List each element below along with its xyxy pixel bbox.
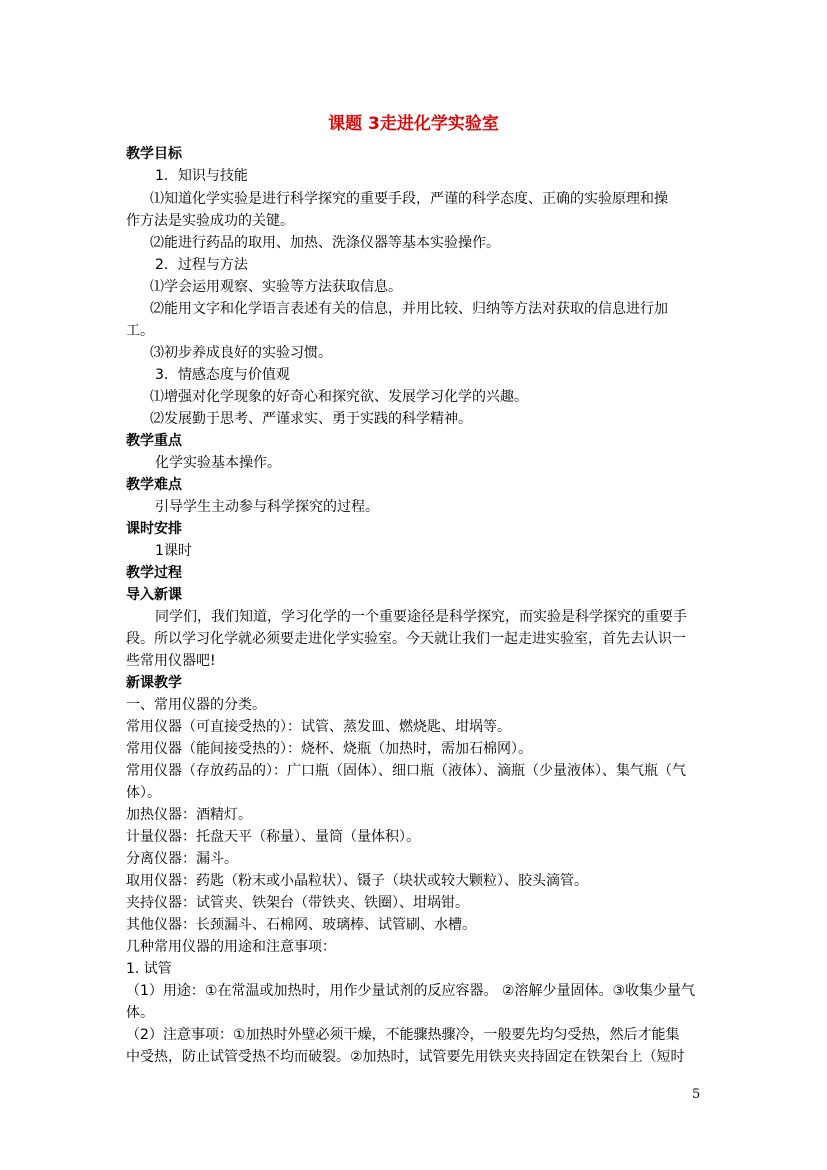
obj1-item1-line2: 作方法是实验成功的关键。 — [126, 213, 294, 229]
obj1-heading: 1．知识与技能 — [155, 168, 248, 184]
objectives-heading: 教学目标 — [126, 146, 182, 162]
intro-line3: 些常用仪器吧! — [126, 653, 216, 669]
intro-line2: 段。所以学习化学就必须要走进化学实验室。今天就让我们一起走进实验室，首先去认识一 — [126, 631, 686, 647]
process-heading: 教学过程 — [126, 565, 182, 581]
category-line: 计量仪器：托盘天平（称量）、量筒（量体积）。 — [126, 829, 420, 845]
obj1-item1-line1: ⑴知道化学实验是进行科学探究的重要手段，严谨的科学态度、正确的实验原理和操 — [150, 191, 668, 207]
section1-heading: 一、常用仪器的分类。 — [126, 697, 266, 713]
test-tube-usage-line2: 体。 — [126, 1005, 154, 1021]
obj2-heading: 2．过程与方法 — [155, 257, 248, 273]
category-line: 分离仪器：漏斗。 — [126, 851, 238, 867]
category-line: 常用仪器（能间接受热的）：烧杯、烧瓶（加热时，需加石棉网）。 — [126, 741, 532, 757]
test-tube-usage-line1: （1）用途：①在常温或加热时，用作少量试剂的反应容器。 ②溶解少量固体。③收集少量气 — [126, 983, 696, 999]
obj2-item2-line2: 工。 — [126, 323, 154, 339]
test-tube-notes-line1: （2）注意事项：①加热时外壁必须干燥，不能骤热骤冷，一般要先均匀受热，然后才能集 — [126, 1027, 680, 1043]
intro-line1: 同学们，我们知道，学习化学的一个重要途径是科学探究，而实验是科学探究的重要手 — [155, 609, 687, 625]
test-tube-notes-line2: 中受热，防止试管受热不均而破裂。②加热时，试管要先用铁夹夹持固定在铁架台上（短时 — [126, 1049, 685, 1065]
obj3-heading: 3．情感态度与价值观 — [155, 367, 290, 383]
schedule-heading: 课时安排 — [126, 521, 182, 537]
schedule-text: 1课时 — [155, 543, 192, 559]
difficulty-heading: 教学难点 — [126, 477, 182, 493]
category-line: 常用仪器（存放药品的）：广口瓶（固体）、细口瓶（液体）、滴瓶（少量液体）、集气瓶（气 — [126, 763, 686, 779]
usage-heading: 几种常用仪器的用途和注意事项： — [126, 939, 336, 955]
category-line: 取用仪器：药匙（粉末或小晶粒状）、镊子（块状或较大颗粒）、胶头滴管。 — [126, 873, 588, 889]
category-line: 体）。 — [126, 785, 161, 801]
obj2-item3: ⑶初步养成良好的实验习惯。 — [150, 345, 332, 361]
key-heading: 教学重点 — [126, 433, 182, 449]
obj1-item2: ⑵能进行药品的取用、加热、洗涤仪器等基本实验操作。 — [150, 235, 500, 251]
test-tube-heading: 1. 试管 — [126, 961, 172, 977]
key-text: 化学实验基本操作。 — [155, 455, 281, 471]
page-title: 课题 3走进化学实验室 — [328, 114, 499, 134]
category-line: 其他仪器：长颈漏斗、石棉网、玻璃棒、试管刷、水槽。 — [126, 917, 476, 933]
obj2-item2-line1: ⑵能用文字和化学语言表述有关的信息，并用比较、归纳等方法对获取的信息进行加 — [150, 301, 668, 317]
obj2-item1: ⑴学会运用观察、实验等方法获取信息。 — [150, 279, 402, 295]
new-lesson-heading: 新课教学 — [126, 675, 182, 691]
obj3-item1: ⑴增强对化学现象的好奇心和探究欲、发展学习化学的兴趣。 — [150, 389, 528, 405]
intro-heading: 导入新课 — [126, 587, 182, 603]
category-line: 夹持仪器：试管夹、铁架台（带铁夹、铁圈）、坩埚钳。 — [126, 895, 469, 911]
category-line: 常用仪器（可直接受热的）：试管、蒸发皿、燃烧匙、坩埚等。 — [126, 719, 511, 735]
category-line: 加热仪器：酒精灯。 — [126, 807, 252, 823]
obj3-item2: ⑵发展勤于思考、严谨求实、勇于实践的科学精神。 — [150, 411, 472, 427]
page-number: 5 — [692, 1087, 701, 1102]
difficulty-text: 引导学生主动参与科学探究的过程。 — [155, 499, 379, 515]
